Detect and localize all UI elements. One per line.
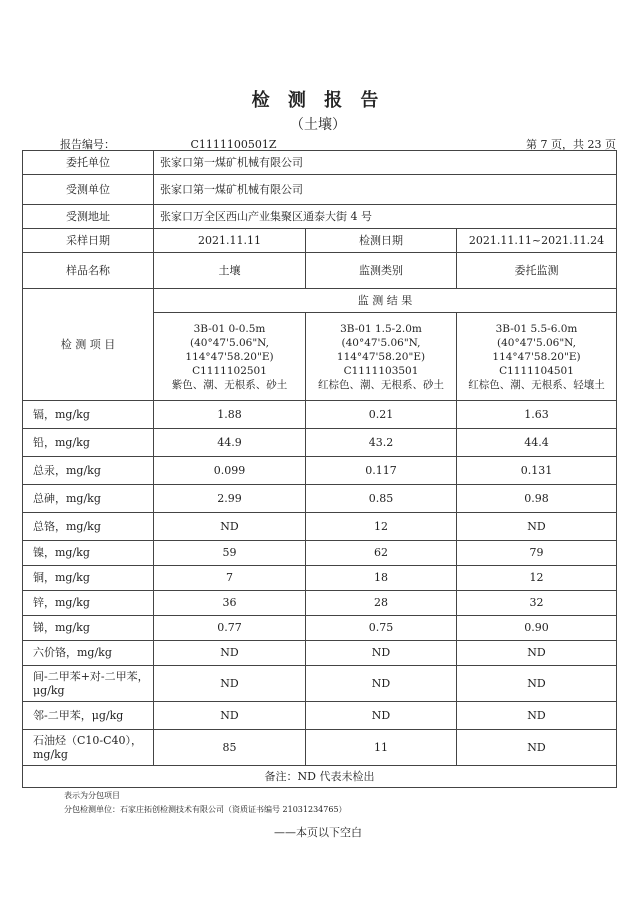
sample-desc: 紫色、潮、无根系、砂土 [171,378,288,391]
result-value: 11 [306,730,457,766]
sample-id: 3B-01 5.5-6.0m [495,322,578,335]
sample-lat: (40°47'5.06"N, [496,336,577,349]
sample-code: C1111102501 [192,364,267,377]
report-table [22,150,617,788]
table-row [23,457,617,485]
sample-header-1 [154,313,306,401]
sample-name-value: 土壤 [154,253,306,289]
table-row [23,702,617,730]
table-row [23,541,617,566]
result-value: 1.63 [457,401,617,429]
client-row [23,151,617,175]
table-row [23,566,617,591]
sample-code: C1111104501 [499,364,574,377]
remark-row [23,766,617,788]
result-value: 12 [457,566,617,591]
result-value: ND [457,641,617,666]
result-value: 0.77 [154,616,306,641]
table-row [23,666,617,702]
table-row [23,591,617,616]
sample-desc: 红棕色、潮、无根系、轻壤土 [468,378,605,391]
sample-id: 3B-01 0-0.5m [193,322,266,335]
item-name: 铅，mg/kg [23,429,154,457]
report-number-label: 报告编号： [60,138,115,151]
result-value: 2.99 [154,485,306,513]
result-value: 28 [306,591,457,616]
result-value: ND [154,702,306,730]
page-info: 第 7 页，共 23 页 [526,138,616,151]
result-value: 59 [154,541,306,566]
report-title: 检 测 报 告 [251,90,385,111]
inspected-row [23,175,617,205]
result-value: ND [457,702,617,730]
item-name: 总砷，mg/kg [23,485,154,513]
result-header: 监 测 结 果 [154,289,617,313]
table-row [23,429,617,457]
sample-desc: 红棕色、潮、无根系、砂土 [318,378,444,391]
result-value: 44.9 [154,429,306,457]
report-number-value: C1111100501Z [190,138,277,151]
sampling-date-label: 采样日期 [23,229,154,253]
item-name: 锌，mg/kg [23,591,154,616]
result-value: ND [306,702,457,730]
monitor-type-value: 委托监测 [457,253,617,289]
sample-lat: (40°47'5.06"N, [189,336,270,349]
table-row [23,401,617,429]
test-date-value: 2021.11.11~2021.11.24 [457,229,617,253]
table-row [23,485,617,513]
result-value: 43.2 [306,429,457,457]
sample-header-2 [306,313,457,401]
result-value: 0.21 [306,401,457,429]
result-value: ND [457,730,617,766]
result-value: 0.85 [306,485,457,513]
result-value: 32 [457,591,617,616]
client-label: 委托单位 [23,151,154,175]
inspected-value: 张家口第一煤矿机械有限公司 [154,175,617,205]
result-value: 18 [306,566,457,591]
table-row [23,730,617,766]
item-name: 六价铬，mg/kg [23,641,154,666]
item-name: 间-二甲苯+对-二甲苯，μg/kg [23,666,154,702]
result-value: ND [154,666,306,702]
item-name: 石油烃（C10-C40），mg/kg [23,730,154,766]
result-value: ND [457,666,617,702]
result-value: ND [154,641,306,666]
remark: 备注：ND 代表未检出 [23,766,617,788]
item-header: 检 测 项 目 [23,289,154,401]
blank-note: ——本页以下空白 [274,826,362,839]
sample-name-label: 样品名称 [23,253,154,289]
result-value: 0.98 [457,485,617,513]
item-name: 总铬，mg/kg [23,513,154,541]
sample-id: 3B-01 1.5-2.0m [340,322,422,335]
result-value: 0.099 [154,457,306,485]
table-row [23,641,617,666]
address-value: 张家口万全区西山产业集聚区通泰大街 4 号 [154,205,617,229]
result-header-row [23,289,617,313]
footnote-subcontract: 表示为分包项目 [64,791,120,800]
sample-name-row [23,253,617,289]
sample-code: C1111103501 [343,364,419,377]
monitor-type-label: 监测类别 [306,253,457,289]
result-value: 0.131 [457,457,617,485]
result-value: 44.4 [457,429,617,457]
sample-lon: 114°47'58.20"E) [492,350,581,363]
item-name: 总汞，mg/kg [23,457,154,485]
result-value: 62 [306,541,457,566]
inspected-label: 受测单位 [23,175,154,205]
table-row [23,616,617,641]
item-name: 铜，mg/kg [23,566,154,591]
result-value: ND [457,513,617,541]
result-value: 12 [306,513,457,541]
sample-lat: (40°47'5.06"N, [341,336,421,349]
item-name: 邻-二甲苯，μg/kg [23,702,154,730]
result-value: 36 [154,591,306,616]
sample-lon: 114°47'58.20"E) [185,350,274,363]
footnote-lab: 分包检测单位：石家庄拓创检测技术有限公司（资质证书编号 21031234765） [64,805,347,814]
result-value: 85 [154,730,306,766]
sample-lon: 114°47'58.20"E) [336,350,426,363]
result-value: ND [306,641,457,666]
date-row [23,229,617,253]
result-value: ND [306,666,457,702]
address-label: 受测地址 [23,205,154,229]
result-value: 79 [457,541,617,566]
report-subtitle: （土壤） [290,117,346,133]
item-name: 锑，mg/kg [23,616,154,641]
item-name: 镍，mg/kg [23,541,154,566]
item-name: 镉，mg/kg [23,401,154,429]
result-value: 0.75 [306,616,457,641]
result-value: 7 [154,566,306,591]
result-value: 0.90 [457,616,617,641]
client-value: 张家口第一煤矿机械有限公司 [154,151,617,175]
sample-header-3 [457,313,617,401]
result-value: 1.88 [154,401,306,429]
sampling-date-value: 2021.11.11 [154,229,306,253]
table-row [23,513,617,541]
address-row [23,205,617,229]
result-value: ND [154,513,306,541]
test-date-label: 检测日期 [306,229,457,253]
result-value: 0.117 [306,457,457,485]
